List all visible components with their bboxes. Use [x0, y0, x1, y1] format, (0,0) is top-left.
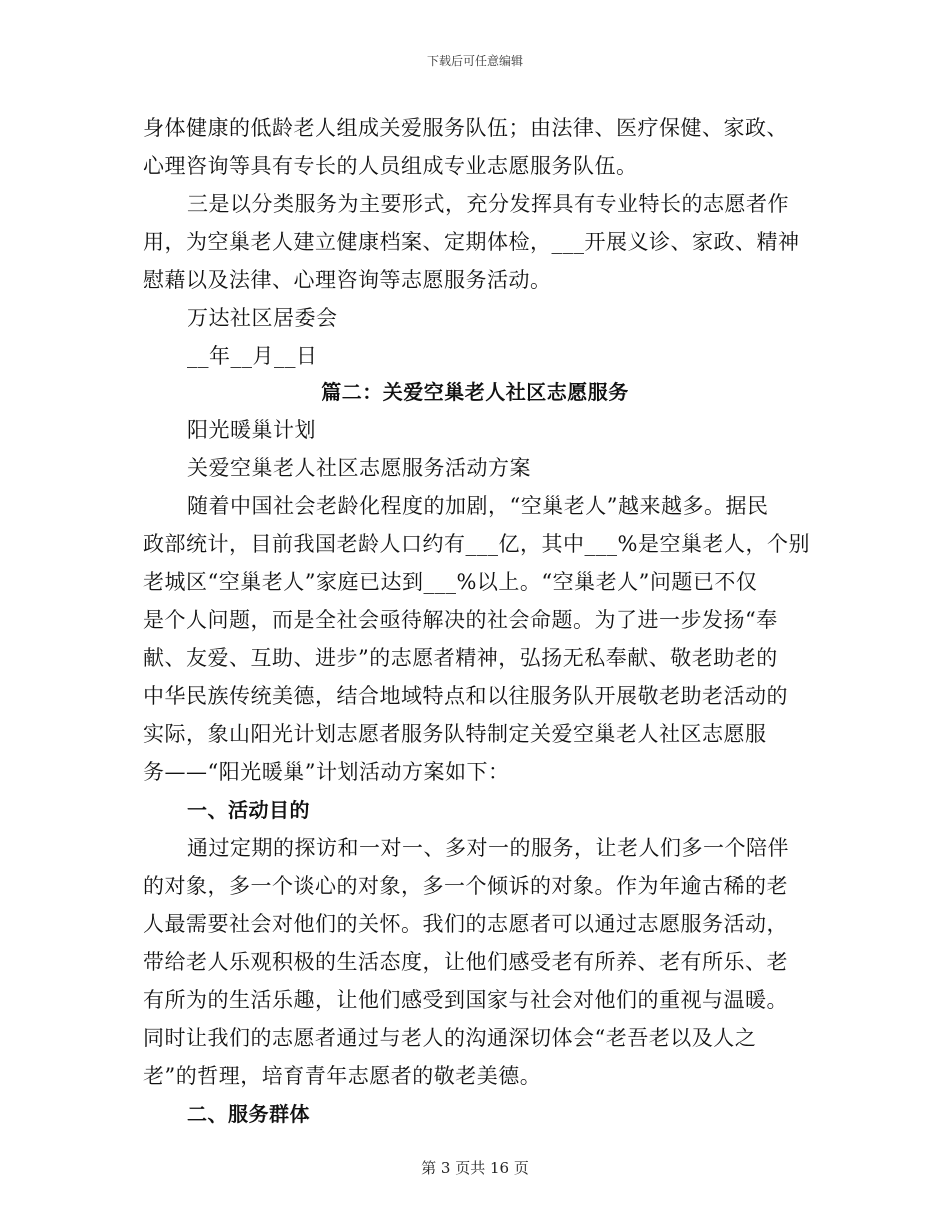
text-line: 中华民族传统美德，结合地域特点和以往服务队开展敬老助老活动的 [143, 684, 788, 708]
page-header: 下载后可任意编辑 [426, 54, 523, 68]
text-line: 的对象，多一个谈心的对象，多一个倾诉的对象。作为年逾古稀的老 [143, 874, 788, 898]
text-line: 随着中国社会老龄化程度的加剧，“空巢老人”越来越多。据民 [187, 494, 769, 518]
text-line: 务——“阳光暖巢”计划活动方案如下： [143, 760, 510, 784]
text-line: 老城区“空巢老人”家庭已达到___%以上。“空巢老人”问题已不仅 [143, 570, 758, 594]
text-line: 同时让我们的志愿者通过与老人的沟通深切体会“老吾老以及人之 [143, 1026, 757, 1050]
text-line: 有所为的生活乐趣，让他们感受到国家与社会对他们的重视与温暖。 [143, 988, 788, 1012]
text-line: 政部统计，目前我国老龄人口约有___亿，其中___%是空巢老人，个别 [143, 532, 810, 556]
text-line: 身体健康的低龄老人组成关爱服务队伍；由法律、医疗保健、家政、 [143, 116, 788, 140]
text-line: 实际，象山阳光计划志愿者服务队特制定关爱空巢老人社区志愿服 [143, 722, 767, 746]
text-line: 慰藉以及法律、心理咨询等志愿服务活动。 [143, 268, 552, 292]
signature-date: __年__月__日 [187, 344, 318, 368]
text-line: 人最需要社会对他们的关怀。我们的志愿者可以通过志愿服务活动， [143, 912, 788, 936]
text-line: 带给老人乐观积极的生活态度，让他们感受老有所养、老有所乐、老 [143, 950, 788, 974]
section-title: 篇二：关爱空巢老人社区志愿服务 [321, 380, 629, 404]
text-line: 是个人问题，而是全社会亟待解决的社会命题。为了进一步发扬“奉 [143, 608, 778, 632]
heading: 一、活动目的 [187, 798, 310, 822]
text-line: 心理咨询等具有专长的人员组成专业志愿服务队伍。 [143, 154, 638, 178]
subtitle: 关爱空巢老人社区志愿服务活动方案 [187, 456, 531, 480]
heading: 二、服务群体 [187, 1102, 310, 1126]
subtitle: 阳光暖巢计划 [187, 418, 316, 442]
text-line: 老”的哲理，培育青年志愿者的敬老美德。 [143, 1064, 542, 1088]
signature-org: 万达社区居委会 [187, 306, 338, 330]
page-footer: 第 3 页共 16 页 [421, 1159, 529, 1177]
text-line: 通过定期的探访和一对一、多对一的服务，让老人们多一个陪伴 [187, 836, 789, 860]
text-line: 献、友爱、互助、进步”的志愿者精神，弘扬无私奉献、敬老助老的 [143, 646, 778, 670]
text-line: 用，为空巢老人建立健康档案、定期体检，___开展义诊、家政、精神 [143, 230, 800, 254]
text-line: 三是以分类服务为主要形式，充分发挥具有专业特长的志愿者作 [187, 192, 789, 216]
